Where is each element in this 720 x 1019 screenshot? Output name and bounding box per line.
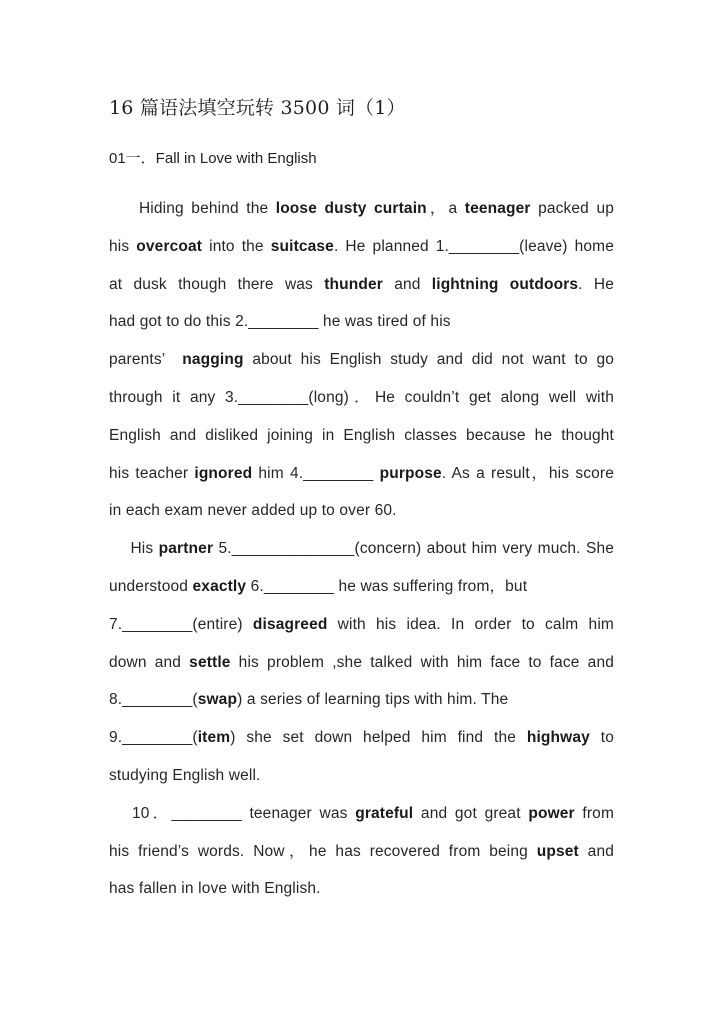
text-segment: Hiding behind the	[109, 200, 276, 217]
text-segment: had got to do this 2.________ he was tired of his	[109, 313, 451, 331]
passage-line	[109, 499, 614, 523]
text-segment: his problem ,she talked with him face to face and	[230, 653, 614, 671]
vocab-word: teenager	[464, 200, 531, 217]
vocab-word: power	[528, 804, 575, 822]
text-segment: 5.______________(concern) about him very much. She	[213, 540, 614, 558]
vocab-word: item	[197, 729, 231, 747]
text-segment: parents’	[109, 351, 183, 369]
passage-line	[109, 764, 614, 788]
passage-line	[109, 802, 614, 826]
vocab-word: loose dusty curtain	[275, 200, 427, 217]
vocab-word: upset	[536, 842, 579, 860]
text-segment: into the	[202, 237, 271, 255]
passage-line	[109, 726, 614, 750]
vocab-word: grateful	[355, 804, 414, 822]
text-segment: ) a series of learning tips with him. The	[237, 691, 509, 709]
passage-line	[109, 840, 614, 864]
text-segment: through it any 3.________(long)．He couldn’t get along well with	[109, 389, 614, 406]
passage-line	[109, 575, 614, 599]
text-segment: and	[382, 275, 432, 293]
text-segment: 8.________(	[109, 691, 198, 709]
passage-line	[109, 348, 614, 372]
text-segment: from	[574, 804, 615, 822]
text-segment: 6.________ he was suffering from，but	[246, 578, 528, 595]
vocab-word: lightning outdoors	[431, 275, 579, 293]
text-segment: down and	[109, 653, 190, 671]
text-segment: him 4.________	[252, 464, 380, 482]
passage-line	[109, 424, 614, 448]
section-heading: 01一．Fall in Love with English	[109, 150, 317, 167]
vocab-word: suitcase	[270, 237, 334, 255]
passage-line	[109, 197, 614, 221]
text-segment: 9.________(	[109, 729, 198, 747]
text-segment: . As a result，his score	[441, 464, 614, 482]
vocab-word: partner	[158, 540, 214, 558]
text-segment: in each exam never added up to over 60.	[109, 502, 397, 520]
passage-line	[109, 537, 614, 561]
text-segment: 10．________ teenager was	[109, 804, 356, 822]
passage-line	[109, 651, 614, 675]
passage-line	[109, 877, 614, 901]
vocab-word: thunder	[324, 275, 383, 293]
vocab-word: settle	[189, 653, 231, 671]
text-segment: at dusk though there was	[109, 275, 325, 293]
vocab-word: disagreed	[252, 615, 328, 633]
passage-line	[109, 688, 614, 712]
vocab-word: exactly	[192, 578, 247, 595]
passage-line	[109, 235, 614, 259]
passage-line	[109, 273, 614, 297]
passage-line	[109, 310, 614, 334]
vocab-word: highway	[526, 729, 590, 747]
text-segment: understood	[109, 578, 193, 595]
text-segment: English and disliked joining in English classes because he thought	[109, 426, 614, 444]
text-segment: ，a	[426, 200, 465, 217]
document-title: 16 篇语法填空玩转 3500 词（1）	[109, 97, 406, 119]
vocab-word: nagging	[182, 351, 244, 369]
text-segment: . He planned 1.________(leave) home	[333, 237, 614, 255]
passage-line	[109, 386, 614, 410]
text-segment: and got great	[413, 804, 529, 822]
vocab-word: purpose	[379, 464, 442, 482]
passage-line	[109, 613, 614, 637]
vocab-word: ignored	[194, 464, 253, 482]
text-segment: packed up	[530, 200, 614, 217]
text-segment: and	[578, 842, 614, 860]
text-segment: has fallen in love with English.	[109, 880, 321, 898]
text-segment: to	[589, 729, 614, 747]
text-segment: studying English well.	[109, 767, 261, 784]
text-segment: His	[109, 540, 159, 558]
text-segment: ) she set down helped him find the	[230, 729, 527, 747]
text-segment: his friend’s words. Now，he has recovered from being	[109, 842, 537, 860]
text-segment: his teacher	[109, 464, 195, 482]
vocab-word: swap	[197, 691, 238, 709]
passage-line	[109, 462, 614, 486]
text-segment: about his English study and did not want to go	[243, 351, 614, 369]
text-segment: his	[109, 237, 137, 255]
text-segment: with his idea. In order to calm him	[327, 615, 614, 633]
vocab-word: overcoat	[136, 237, 203, 255]
text-segment: 7.________(entire)	[109, 615, 253, 633]
text-segment: . He	[578, 275, 614, 293]
